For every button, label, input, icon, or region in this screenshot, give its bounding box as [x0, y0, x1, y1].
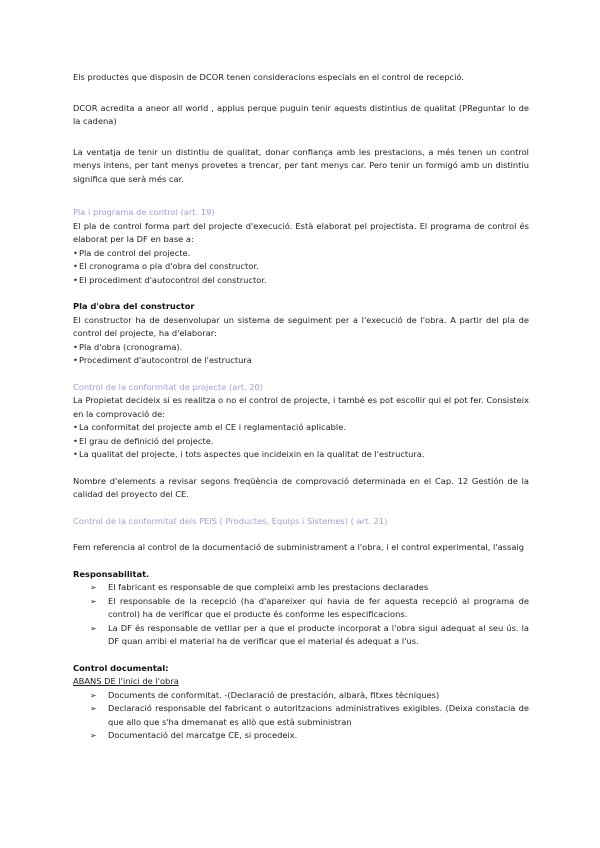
pla-obra-text: El constructor ha de desenvolupar un sistema de seguiment per a l'execució de l'obra. A partir del pla de control del projecte, ha d'elaborar:: [73, 314, 529, 338]
list-item: • El grau de definició del projecte.: [73, 435, 529, 449]
control-documental-list: [73, 689, 529, 743]
section-heading-pla-obra: Pla d'obra del constructor: [73, 301, 195, 311]
responsabilitat-list: [73, 581, 529, 649]
conformitat-peis-text: Fem referencia al control de la documentació de subministrament a l'obra, i el control experimental, l'assaig: [73, 542, 524, 552]
list-item: • La qualitat del projecte, i tots aspectes que incideixin en la qualitat de l'estructura.: [73, 448, 529, 462]
list-item: ➢ Documents de conformitat. -(Declaració de prestación, albarà, fitxes tècniques): [90, 689, 529, 703]
intro-paragraph-3: La ventatja de tenir un distintiu de qualitat, donar confiança amb les prestacions, a més tenen un control menys intens, per tant menys provetes a trencar, per tant menys car. Pero tenir un formigó amb un distintiu significa que serà més car.: [73, 146, 529, 184]
section-heading-responsabilitat: Responsabilitat.: [73, 568, 150, 579]
pla-programa-list: [73, 247, 529, 288]
list-item: • El cronograma o pla d'obra del constructor.: [73, 260, 529, 274]
arrow-bullet-icon: ➢: [90, 583, 97, 592]
list-item: ➢ Declaració responsable del fabricant o autoritzacions administratives exigibles. (Deixa constacia de que allo que s'ha dmemanat es allò que està subministran: [90, 703, 529, 727]
arrow-bullet-icon: ➢: [90, 731, 97, 740]
section-heading-control-documental: Control documental:: [73, 662, 169, 673]
list-item: ➢ Documentació del marcatge CE, si procedeix.: [90, 729, 529, 743]
list-item: ➢ El responsable de la recepció (ha d'apareixer qui havia de fer aquesta recepció al programa de control) ha de verificar que el producte és conforme les especificacions.: [90, 595, 529, 619]
conformitat-projecte-text: La Propietat decideix si es realitza o no el control de projecte, i també es pot escollir qui el pot fer. Consisteix en la comprovació de:: [73, 395, 529, 419]
arrow-bullet-icon: ➢: [90, 596, 97, 606]
list-item: • El procediment d'autocontrol del constructor.: [73, 274, 529, 288]
intro-paragraph-2: DCOR acredita a aneor all world , applus perque puguin tenir aquests distintius de qualitat (PReguntar lo de la cadena): [73, 102, 529, 126]
pla-programa-text: El pla de control forma part del projecte d'execució. Està elaborat pel projectista. El programa de control és elaborat per la DF en base a:: [73, 220, 529, 244]
section-heading-conformitat-projecte: Control de la conformitat de projecte (art. 20): [73, 381, 264, 392]
pla-obra-list: [73, 341, 529, 368]
arrow-bullet-icon: ➢: [90, 704, 97, 713]
arrow-bullet-icon: ➢: [90, 623, 97, 633]
intro-paragraph-1: Els productes que disposin de DCOR tenen consideracions especials en el control de recepció.: [73, 72, 464, 82]
list-item: ➢ El fabricant es responsable de que compleixi amb les prestacions declarades: [90, 581, 529, 595]
section-heading-conformitat-peis: Control de la conformitat dels PEIS ( Productes, Equips i Sistemes) ( art. 21): [73, 515, 388, 526]
list-item: • La conformitat del projecte amb el CE i reglamentació aplicable.: [73, 421, 529, 435]
list-item: • Pla de control del projecte.: [73, 247, 529, 261]
control-documental-subheading: ABANS DE l'inici de l'obra: [73, 676, 179, 686]
list-item: ➢ La DF és responsable de vetllar per a que el producte incorporat a l'obra sigui adequat al seu ús. la DF quan arribi el material ha de verificar que el material és adequat a l'us.: [90, 622, 529, 646]
list-item: • Procediment d'autocontrol de l'estructura: [73, 354, 529, 368]
document-page: [73, 71, 529, 743]
conformitat-projecte-after: Nombre d'elements a revisar segons freqüència de comprovació determinada en el Cap. 12 Gestión de la calidad del proyecto del CE.: [73, 475, 529, 499]
arrow-bullet-icon: ➢: [90, 690, 97, 700]
conformitat-projecte-list: [73, 421, 529, 462]
section-heading-pla-programa: Pla i programa de control (art. 19): [73, 207, 215, 217]
list-item: • Pla d'obra (cronograma).: [73, 341, 529, 355]
